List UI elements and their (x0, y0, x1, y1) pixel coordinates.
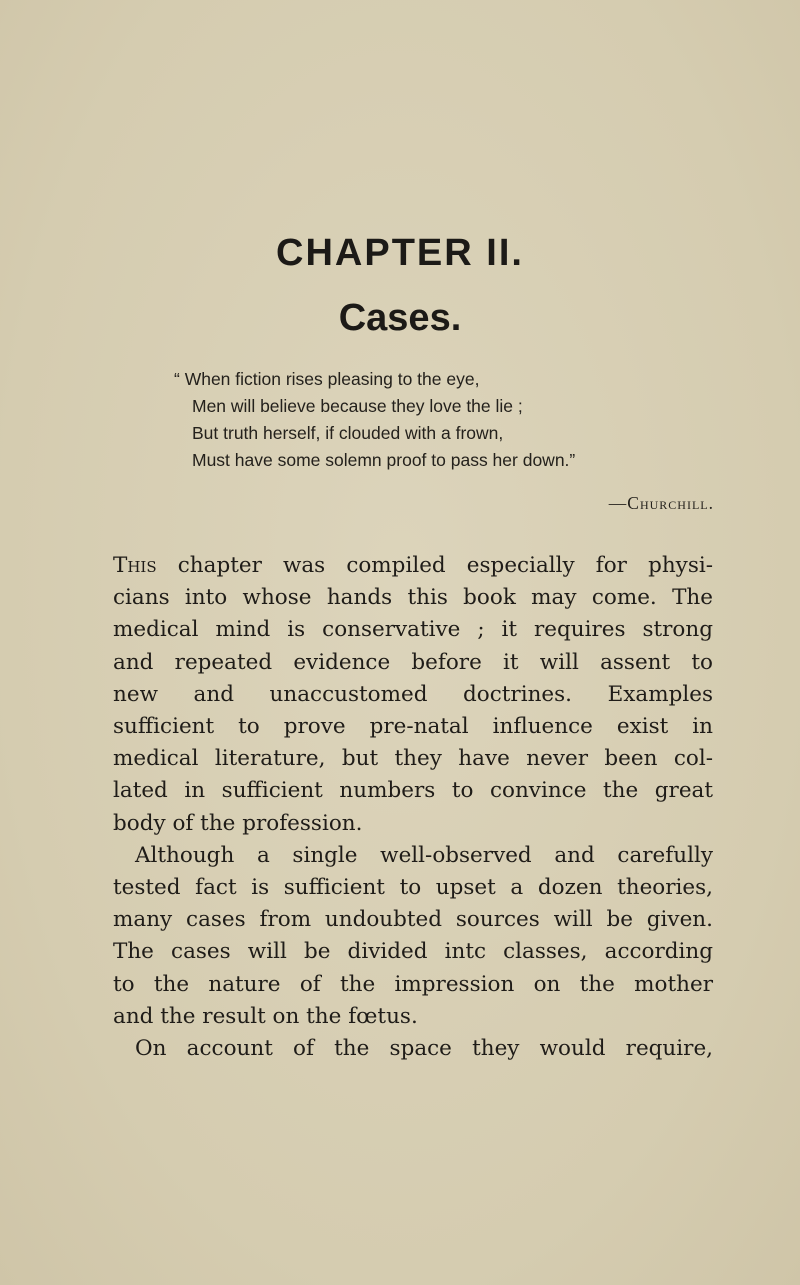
epigraph (174, 366, 734, 474)
body-line: many cases from undoubted sources will be given. (113, 907, 713, 933)
body-line (113, 550, 713, 582)
epigraph-line: Must have some solemn proof to pass her down.” (192, 450, 576, 470)
body-line: The cases will be divided intc classes, according (113, 939, 713, 965)
body-line: body of the profession. (113, 810, 363, 836)
epigraph-line: But truth herself, if clouded with a frown, (192, 423, 504, 443)
body-line: sufficient to prove pre-natal influence exist in (113, 714, 713, 740)
body-line: tested fact is sufficient to upset a dozen theories, (113, 875, 713, 901)
body-line: medical literature, but they have never been col- (113, 746, 713, 772)
drop-word: This (113, 553, 157, 578)
epigraph-attribution: —Churchill. (608, 493, 714, 513)
chapter-heading: CHAPTER II. (276, 232, 524, 274)
body-line: lated in sufficient numbers to convince the great (113, 778, 713, 804)
body-line: cians into whose hands this book may come. The (113, 585, 713, 611)
body-line: and the result on the fœtus. (113, 1003, 418, 1029)
epigraph-line: Men will believe because they love the lie ; (192, 396, 523, 416)
body-line: to the nature of the impression on the mother (113, 971, 713, 997)
body-line-text: chapter was compiled especially for physi- (156, 553, 713, 578)
chapter-title: Cases. (338, 297, 462, 339)
body-line: medical mind is conservative ; it requires strong (113, 617, 713, 643)
body-line: On account of the space they would require, (135, 1036, 713, 1062)
body-line: Although a single well-observed and carefully (135, 842, 713, 868)
body-line: and repeated evidence before it will assent to (113, 649, 713, 675)
epigraph-line: “ When fiction rises pleasing to the eye, (174, 369, 480, 389)
body-text (113, 550, 713, 1065)
body-line: new and unaccustomed doctrines. Examples (113, 681, 713, 707)
